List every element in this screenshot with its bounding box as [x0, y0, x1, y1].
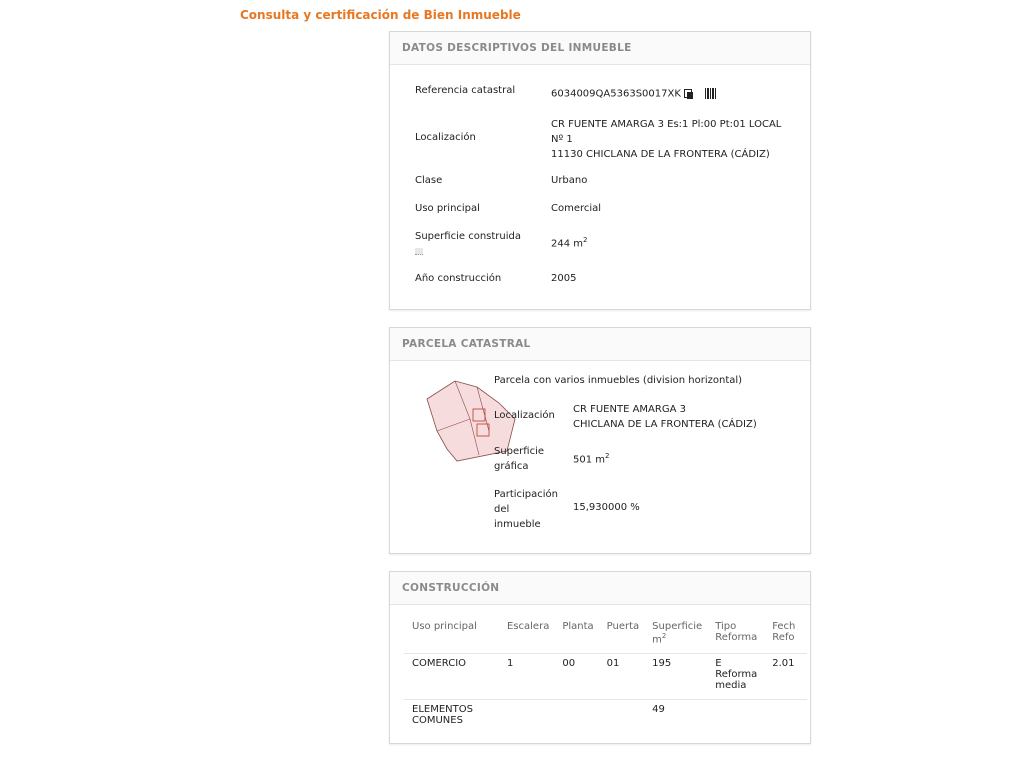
col-planta: Planta: [562, 621, 594, 632]
cell-fecha: 2.01: [764, 654, 807, 700]
col-tipo-line: Reforma: [715, 632, 758, 643]
cell-uso-line: COMUNES: [412, 715, 463, 727]
parcela-superficie-value-group: [573, 452, 609, 465]
localizacion-label: Localización: [415, 132, 476, 143]
anio-label: Año construcción: [415, 273, 502, 284]
parcela-localizacion-label: Localización: [494, 410, 555, 421]
cell-tipo-line: Reforma: [715, 669, 758, 681]
col-superficie: [644, 617, 707, 654]
superficie-value-group: [551, 236, 587, 249]
superficie-label: Superficie construida: [415, 231, 521, 242]
parcela-description: Parcela con varios inmuebles (division horizontal): [494, 375, 743, 386]
cell-superficie: 195: [644, 654, 707, 700]
parcela-participacion-label-line: del: [494, 504, 510, 515]
cell-planta: [554, 700, 598, 735]
referencia-value: 6034009QA5363S0017XK: [551, 88, 681, 100]
parcela-superficie-sup: 2: [605, 452, 610, 460]
table-row: [404, 654, 807, 700]
cell-puerta: [599, 700, 645, 735]
col-fecha: [764, 617, 807, 654]
col-superficie-line: Superficie: [652, 621, 703, 632]
uso-value: Comercial: [551, 203, 602, 214]
table-header-row: [404, 617, 807, 654]
referencia-value-group: [551, 88, 717, 100]
cell-uso: [404, 700, 499, 735]
cell-escalera: [499, 700, 554, 735]
parcela-participacion-label-line: Participación: [494, 489, 559, 500]
parcela-participacion-value: 15,930000 %: [573, 502, 640, 513]
localizacion-line: CR FUENTE AMARGA 3 Es:1 Pl:00 Pt:01 LOCAL: [551, 119, 782, 130]
col-puerta: Puerta: [606, 621, 640, 632]
localizacion-line: 11130 CHICLANA DE LA FRONTERA (CÁDIZ): [551, 149, 770, 160]
parcela-header: PARCELA CATASTRAL: [390, 328, 810, 361]
cell-superficie: 49: [644, 700, 707, 735]
cell-tipo-line: media: [715, 680, 747, 692]
col-fecha-line: Fech: [772, 621, 796, 632]
referencia-label: Referencia catastral: [415, 85, 516, 96]
construccion-header: CONSTRUCCIÓN: [390, 572, 810, 605]
info-icon[interactable]: [415, 248, 423, 255]
copy-icon[interactable]: [684, 89, 693, 99]
clase-label: Clase: [415, 175, 443, 186]
parcela-superficie-value: 501 m: [573, 454, 606, 466]
cell-tipo: [707, 654, 764, 700]
parcela-superficie-label-line: Superficie: [494, 446, 545, 457]
col-superficie-sup: 2: [661, 632, 667, 640]
parcela-localizacion-line: CHICLANA DE LA FRONTERA (CÁDIZ): [573, 419, 757, 430]
cell-fecha: [764, 700, 807, 735]
clase-value: Urbano: [551, 175, 588, 186]
table-row: [404, 700, 807, 735]
anio-value: 2005: [551, 273, 577, 284]
datos-descriptivos-header: DATOS DESCRIPTIVOS DEL INMUEBLE: [390, 32, 810, 65]
cell-tipo-line: E: [715, 658, 722, 670]
col-fecha-line: Refo: [772, 632, 795, 643]
cell-tipo: [707, 700, 764, 735]
superficie-sup: 2: [583, 236, 588, 244]
col-escalera: Escalera: [507, 621, 550, 632]
parcela-participacion-label-line: inmueble: [494, 519, 541, 530]
parcela-superficie-label: [494, 444, 544, 474]
col-uso: Uso principal: [412, 621, 477, 632]
cell-planta: 00: [554, 654, 598, 700]
parcela-localizacion-value: [573, 402, 757, 432]
col-superficie-unit: m: [652, 634, 662, 646]
parcela-panel: [389, 327, 811, 554]
superficie-value: 244 m: [551, 238, 584, 250]
localizacion-line: Nº 1: [551, 134, 573, 145]
parcela-participacion-label: [494, 487, 558, 532]
col-superficie-line: [652, 632, 702, 645]
construccion-table: [404, 617, 807, 734]
datos-descriptivos-panel: [389, 31, 811, 310]
cell-escalera: 1: [499, 654, 554, 700]
parcela-superficie-label-line: gráfica: [494, 461, 529, 472]
page-title: Consulta y certificación de Bien Inmueble: [240, 8, 521, 22]
cell-puerta: 01: [599, 654, 645, 700]
col-tipo: [707, 617, 764, 654]
uso-label: Uso principal: [415, 203, 480, 214]
localizacion-value: [551, 117, 781, 162]
barcode-icon[interactable]: [705, 88, 717, 99]
cell-uso-line: ELEMENTOS: [412, 704, 473, 716]
col-tipo-line: Tipo: [715, 621, 737, 632]
parcela-localizacion-line: CR FUENTE AMARGA 3: [573, 404, 686, 415]
cell-uso: COMERCIO: [404, 654, 499, 700]
construccion-panel: [389, 571, 811, 744]
